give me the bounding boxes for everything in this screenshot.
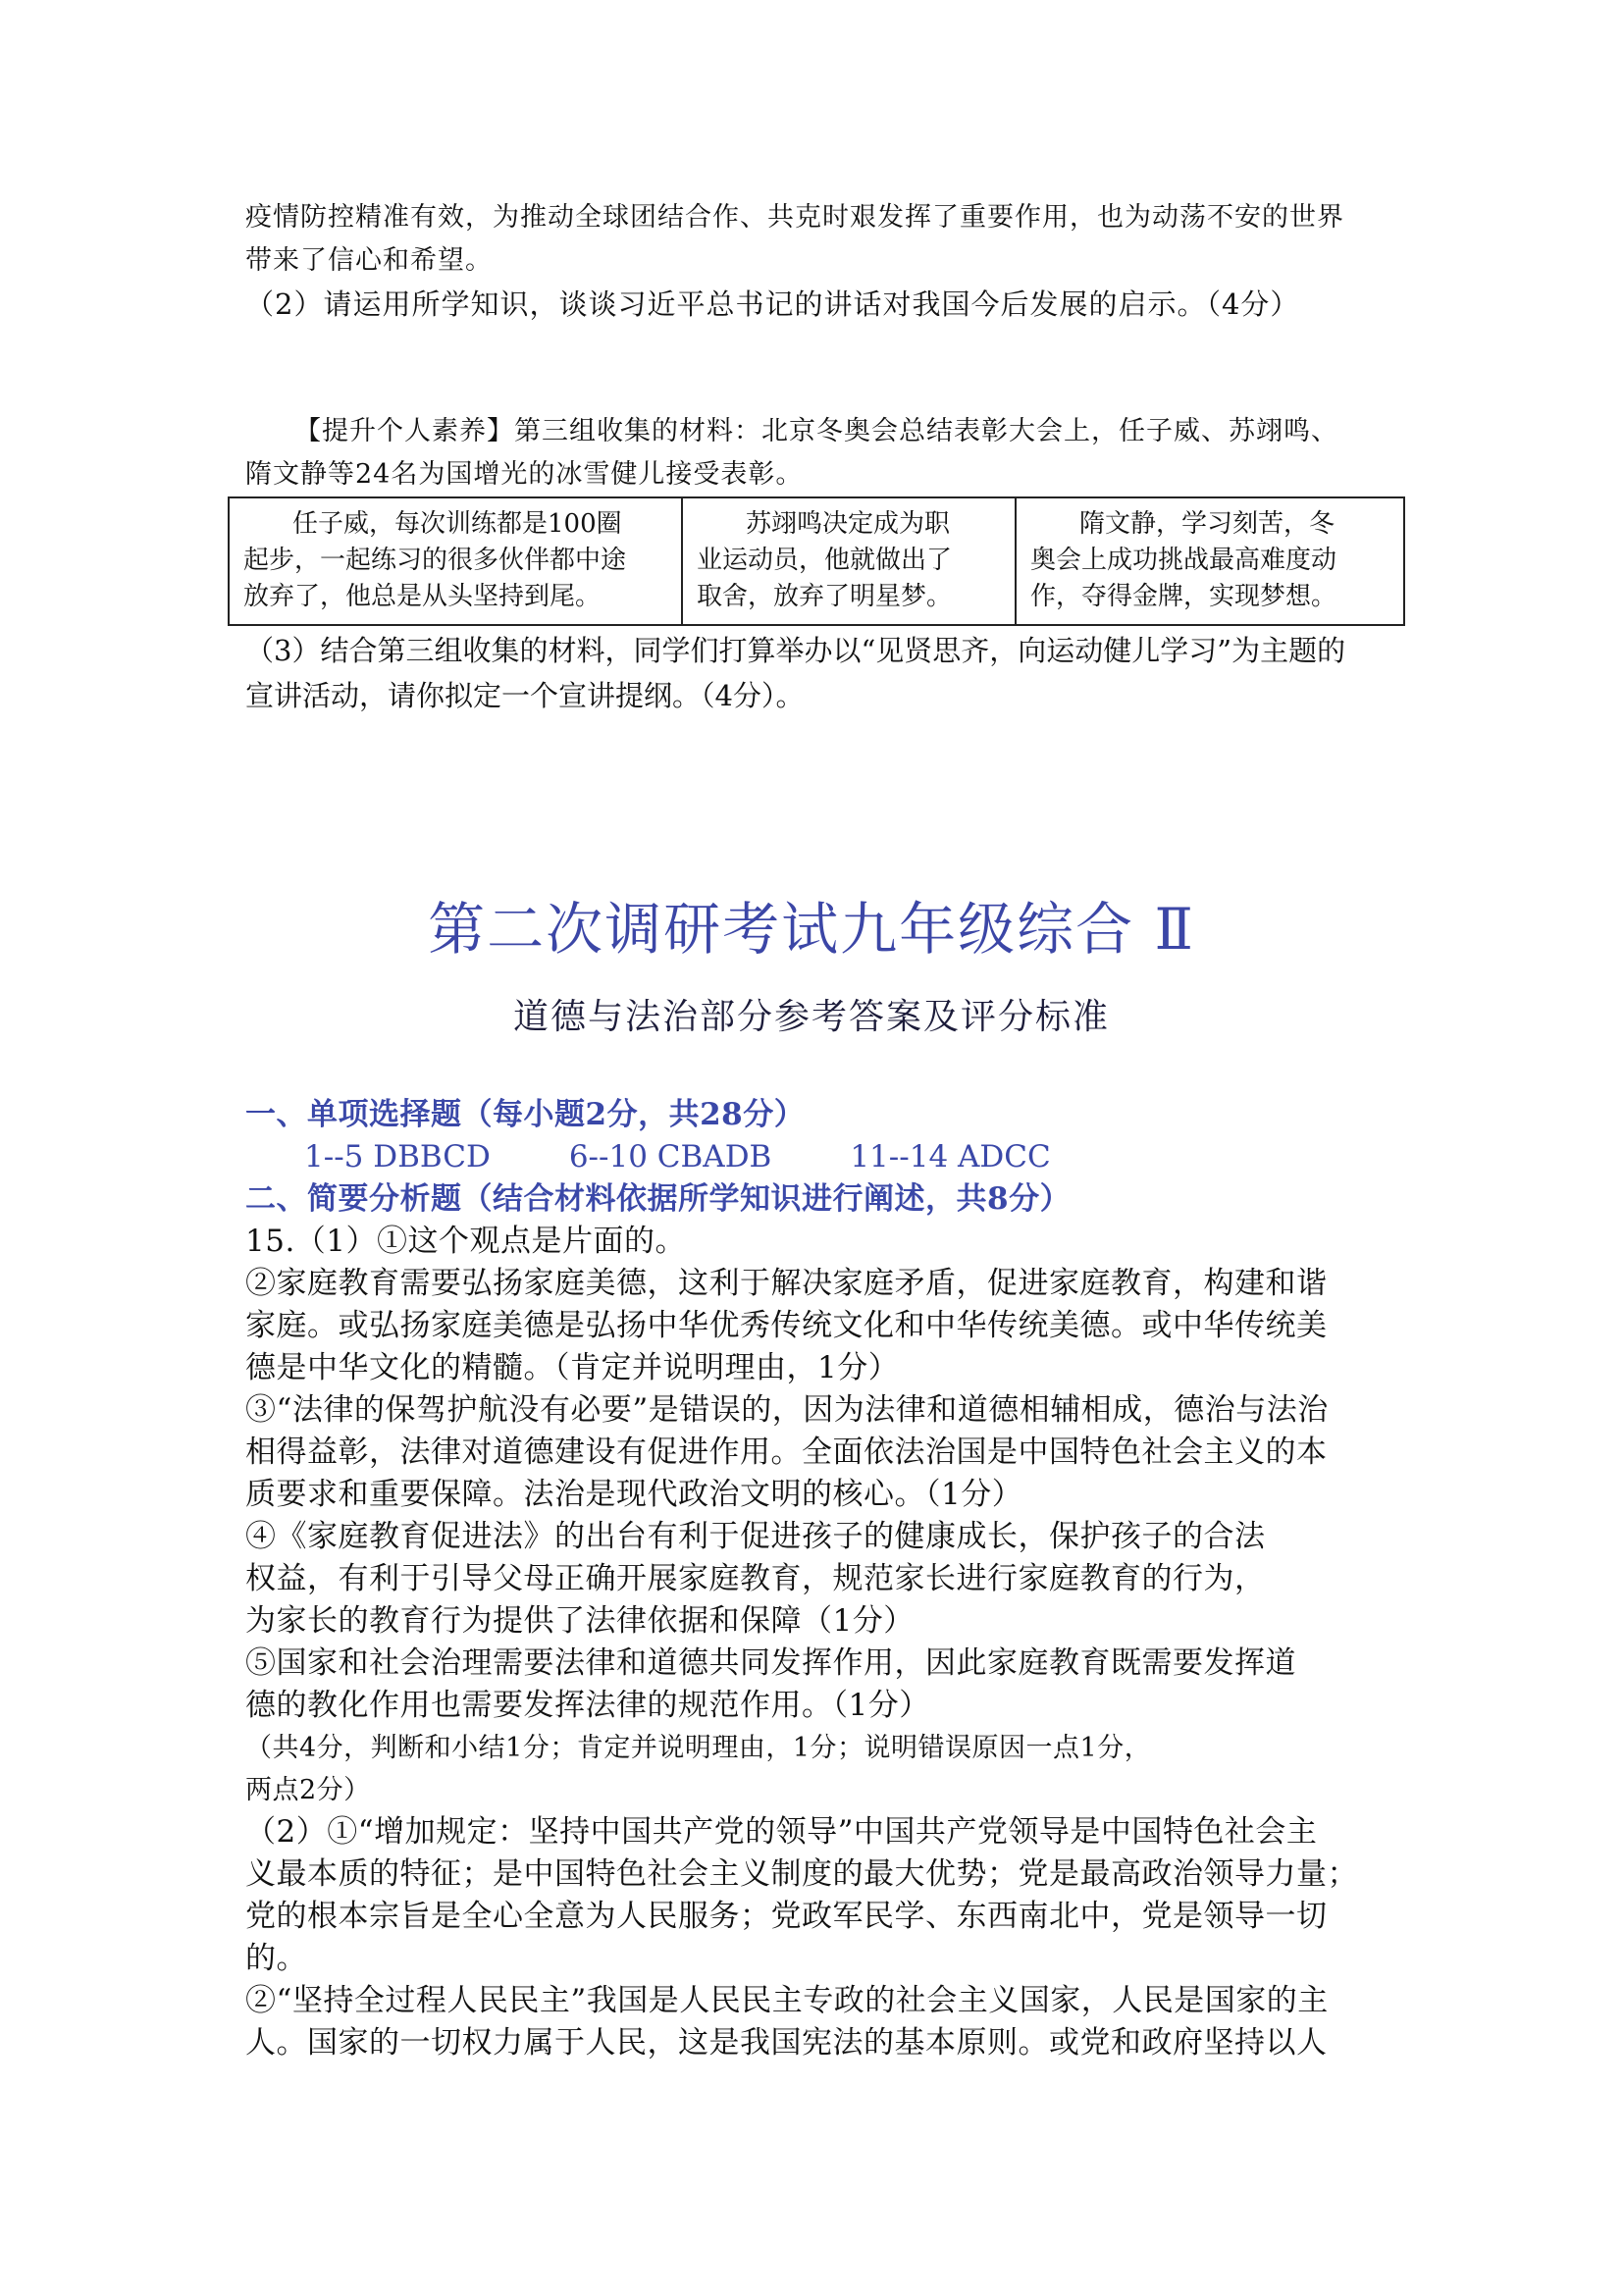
scoring-note: （共4分，判断和小结1分；肯定并说明理由，1分；说明错误原因一点1分， <box>245 1733 1152 1763</box>
answer-line: 德是中华文化的精髓。（肯定并说明理由，1分） <box>245 1350 900 1385</box>
section3-intro <box>245 410 1403 496</box>
cell-line: 作，夺得金牌，实现梦想。 <box>1030 582 1337 611</box>
material-line: 带来了信心和希望。 <box>245 245 493 276</box>
cell-line: 奥会上成功挑战最高难度动 <box>1030 546 1337 575</box>
answer-line: 相得益彰，法律对道德建设有促进作用。全面依法治国是中国特色社会主义的本 <box>245 1435 1328 1470</box>
athletes-table <box>228 496 1405 626</box>
material-line: 疫情防控精准有效，为推动全球团结合作、共克时艰发挥了重要作用，也为动荡不安的世界 <box>245 202 1344 233</box>
answer-line: ⑤国家和社会治理需要法律和道德共同发挥作用，因此家庭教育既需要发挥道 <box>245 1645 1296 1681</box>
scoring-note: 两点2分） <box>245 1775 371 1805</box>
q3-line: 宣讲活动，请你拟定一个宣讲提纲。（4分）。 <box>245 679 805 712</box>
answer-line: 权益，有利于引导父母正确开展家庭教育，规范家长进行家庭教育的行为， <box>245 1561 1266 1596</box>
table-cell-ren <box>230 498 681 624</box>
cell-line: 隋文静，学习刻苦，冬 <box>1079 509 1335 539</box>
part2-heading: 二、简要分析题（结合材料依据所学知识进行阐述，共8分） <box>245 1181 1072 1217</box>
choice-group: 6--10 CBADB <box>568 1139 772 1174</box>
answer-line: ②“坚持全过程人民民主”我国是人民民主专政的社会主义国家，人民是国家的主 <box>245 1983 1329 2018</box>
top-material <box>245 196 1403 326</box>
answer-line: 家庭。或弘扬家庭美德是弘扬中华优秀传统文化和中华传统美德。或中华传统美 <box>245 1308 1328 1343</box>
answer-line: ③“法律的保驾护航没有必要”是错误的，因为法律和道德相辅相成，德治与法治 <box>245 1392 1329 1428</box>
intro-line: 隋文静等24名为国增光的冰雪健儿接受表彰。 <box>245 459 804 490</box>
cell-line: 业运动员，他就做出了 <box>697 546 953 575</box>
table-cell-su <box>681 498 1015 624</box>
page-title: 第二次调研考试九年级综合 Ⅱ <box>428 896 1195 963</box>
answer-line: （2）①“增加规定：坚持中国共产党的领导”中国共产党领导是中国特色社会主 <box>245 1814 1318 1850</box>
answer-line: 15.（1）①这个观点是片面的。 <box>245 1224 687 1259</box>
answer-line: 质要求和重要保障。法治是现代政治文明的核心。（1分） <box>245 1477 1023 1512</box>
table-cell-sui <box>1015 498 1403 624</box>
answer-line: ④《家庭教育促进法》的出台有利于促进孩子的健康成长，保护孩子的合法 <box>245 1519 1266 1554</box>
cell-line: 取舍，放弃了明星梦。 <box>697 582 953 611</box>
answer-section <box>245 1094 1403 2064</box>
q3-line: （3）结合第三组收集的材料，同学们打算举办以“见贤思齐，向运动健儿学习”为主题的 <box>245 634 1346 667</box>
answer-line: 德的教化作用也需要发挥法律的规范作用。（1分） <box>245 1688 930 1723</box>
answer-line: 的。 <box>245 1941 307 1976</box>
page-subtitle: 道德与法治部分参考答案及评分标准 <box>512 997 1110 1037</box>
cell-line: 任子威，每次训练都是100圈 <box>292 509 622 539</box>
answer-line: 党的根本宗旨是全心全意为人民服务；党政军民学、东西南北中，党是领导一切 <box>245 1899 1328 1934</box>
part1-heading: 一、单项选择题（每小题2分，共28分） <box>245 1097 806 1132</box>
answer-line: 人。国家的一切权力属于人民，这是我国宪法的基本原则。或党和政府坚持以人 <box>245 2025 1328 2061</box>
answer-line: 义最本质的特征；是中国特色社会主义制度的最大优势；党是最高政治领导力量； <box>245 1856 1358 1892</box>
choice-group: 11--14 ADCC <box>850 1139 1051 1174</box>
cell-line: 苏翊鸣决定成为职 <box>746 509 951 539</box>
cell-line: 起步，一起练习的很多伙伴都中途 <box>243 546 627 575</box>
question-3 <box>245 628 1403 718</box>
question-2: （2）请运用所学知识，谈谈习近平总书记的讲话对我国今后发展的启示。（4分） <box>245 287 1300 321</box>
answer-line: 为家长的教育行为提供了法律依据和保障（1分） <box>245 1603 915 1639</box>
choice-answers <box>245 1136 1403 1178</box>
answer-line: ②家庭教育需要弘扬家庭美德，这利于解决家庭矛盾，促进家庭教育，构建和谐 <box>245 1266 1328 1301</box>
intro-line: 【提升个人素养】第三组收集的材料：北京冬奥会总结表彰大会上，任子威、苏翊鸣、 <box>294 416 1338 446</box>
choice-group: 1--5 DBBCD <box>304 1139 491 1174</box>
cell-line: 放弃了，他总是从头坚持到尾。 <box>243 582 602 611</box>
